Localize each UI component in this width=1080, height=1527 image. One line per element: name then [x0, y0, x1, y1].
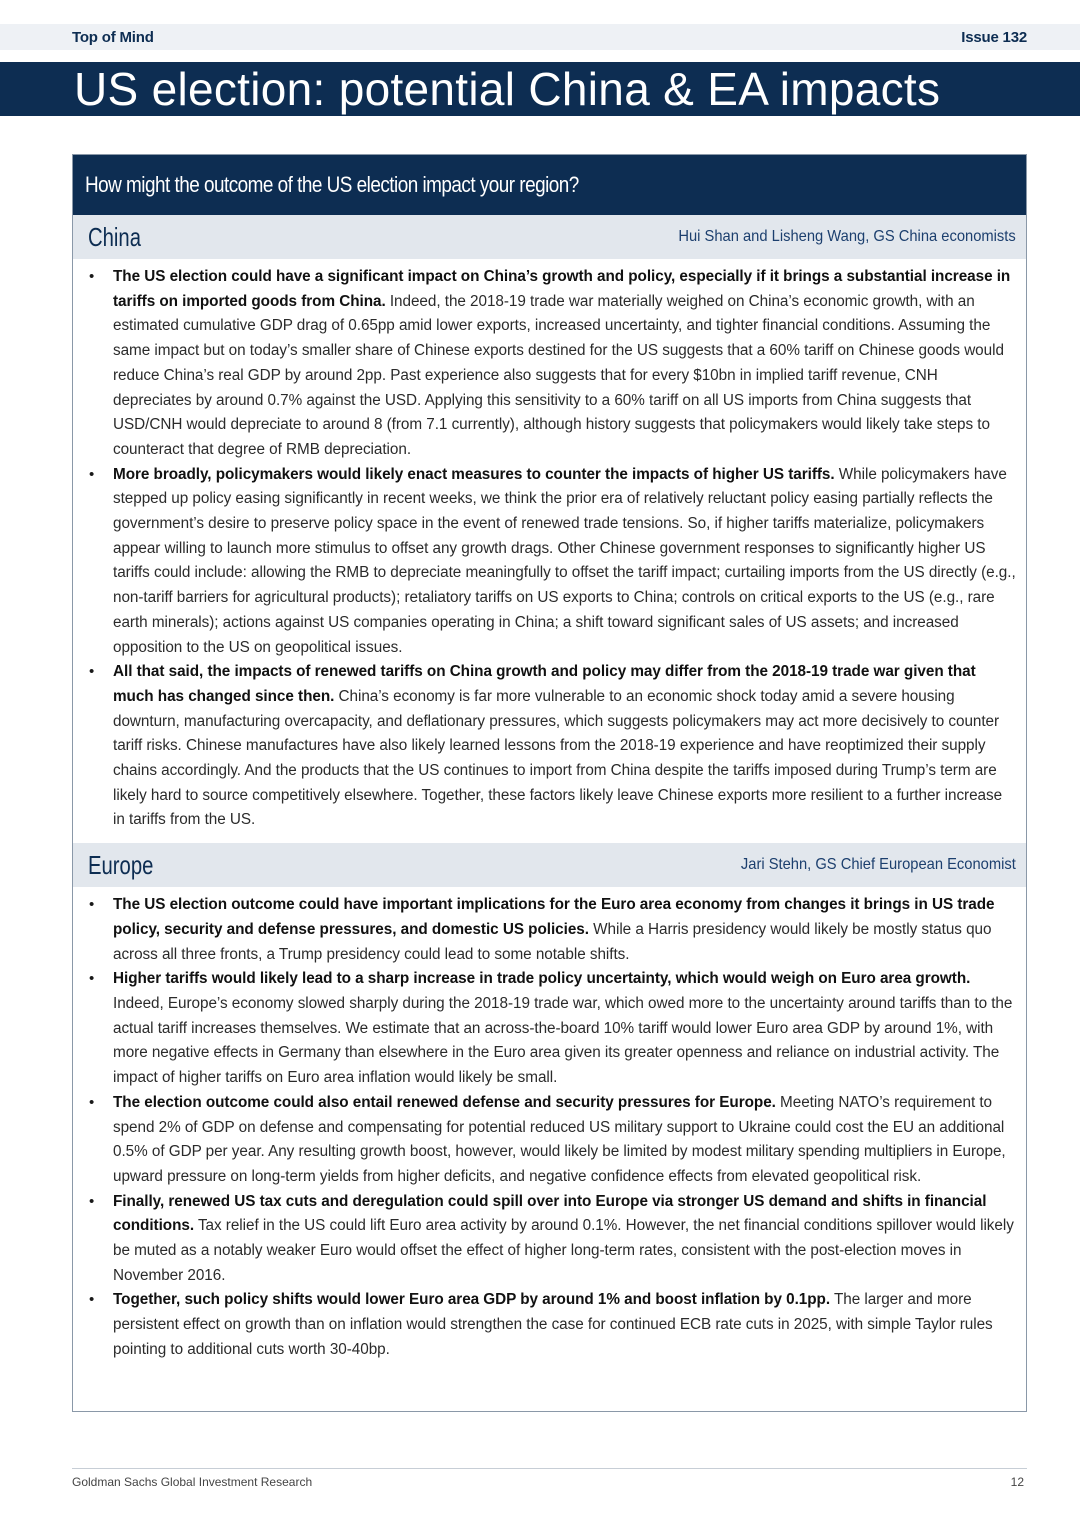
bullet-lead: The US election outcome could have important implications for the Euro area economy from changes it brings in US trade policy, security and defense pressures, and domestic US policies. [113, 896, 995, 938]
bullet-body: Indeed, Europe’s economy slowed sharply during the 2018-19 trade war, which owed more to the uncertainty around tariffs than to the actual tariff increases themselves. We estimate that an across-the-board 10% tariff would lower Euro area GDP by around 1%, with more negative effects in Germany than elsewhere in the Euro area given its greater openness and reliance on industrial activity. The impact of higher tariffs on Euro area inflation would likely be small. [113, 994, 1013, 1087]
bullet-lead: Finally, renewed US tax cuts and deregulation could spill over into Europe via stronger US demand and shifts in financial conditions. [113, 1192, 987, 1235]
bullet-lead: Together, such policy shifts would lower Euro area GDP by around 1% and boost inflation by 0.1pp. [113, 1291, 831, 1309]
box-header [73, 155, 1026, 215]
section-author: Hui Shan and Lisheng Wang, GS China economists [678, 228, 1016, 245]
bullet-lead: The election outcome could also entail renewed defense and security pressures for Europe. [113, 1093, 776, 1111]
bullet-body: Meeting NATO’s requirement to spend 2% of GDP on defense and compensating for potential reduced US military support to Ukraine could cost the EU an additional 0.5% of GDP per year. Any resulting growth boost, however, would likely be limited by modest military spending multipliers in Europe, upward pressure on long-term yields from higher deficits, and negative confidence effects from elevated geopolitical risk. [113, 1093, 1006, 1185]
publication-label: Top of Mind [72, 29, 154, 46]
bullet-list-europe [73, 887, 1026, 1372]
section-header-china [73, 215, 1026, 259]
issue-label: Issue 132 [961, 29, 1027, 46]
box-question: How might the outcome of the US election impact your region? [85, 172, 579, 197]
bullet-item [113, 1091, 1016, 1190]
bullet-item [113, 660, 1016, 833]
bullet-list-china [73, 259, 1026, 843]
section-title: China [88, 222, 141, 252]
bullet-item [113, 1190, 1016, 1289]
region-impact-box [72, 154, 1027, 1412]
bullet-lead: Higher tariffs would likely lead to a sharp increase in trade policy uncertainty, which would weigh on Euro area growth. [113, 970, 971, 988]
bullet-body: China’s economy is far more vulnerable to an economic shock today amid a severe housing downturn, manufacturing overcapacity, and deflationary pressures, which suggests policymakers may act more decisively to counter tariff risks. Chinese manufactures have also likely learned lessons from the 2018-19 experience and have reoptimized their supply chains accordingly. And the products that the US continues to import from China despite the tariffs imposed during Trump’s term are likely hard to source competitively elsewhere. Together, these factors likely leave Chinese exports more resilient to a further increase in tariffs from the US. [113, 687, 1003, 829]
bullet-lead: More broadly, policymakers would likely enact measures to counter the impacts of higher US tariffs. [113, 465, 835, 483]
footer-divider [72, 1468, 1027, 1469]
bullet-item [113, 893, 1016, 967]
bullet-item [113, 463, 1016, 661]
footer-source: Goldman Sachs Global Investment Research [72, 1475, 313, 1489]
bullet-item [113, 967, 1016, 1091]
top-bar [0, 24, 1080, 50]
section-title: Europe [88, 850, 154, 881]
bullet-lead: The US election could have a significant impact on China’s growth and policy, especially if it brings a substantial increase in tariffs on imported goods from China. [113, 268, 1011, 310]
section-author: Jari Stehn, GS Chief European Economist [741, 856, 1016, 874]
bullet-body: Indeed, the 2018-19 trade war materially weighed on China’s economic growth, with an estimated cumulative GDP drag of 0.65pp amid lower exports, increased uncertainty, and tighter financial conditions. Assuming the same impact but on today’s smaller share of Chinese exports destined for the US suggests that a 60% tariff on Chinese goods would reduce China’s real GDP by around 2pp. Past experience also suggests that for every $10bn in implied tariff revenue, CNH depreciates by around 0.7% against the USD. Applying this sensitivity to a 60% tariff on all US imports from China suggests that USD/CNH would depreciate to around 8 (from 7.1 currently), although history suggests that policymakers would likely take steps to counteract that degree of RMB depreciation. [113, 292, 1004, 458]
title-bar [0, 62, 1080, 116]
bullet-item [113, 1288, 1016, 1362]
bullet-body: While policymakers have stepped up policy easing significantly in recent weeks, we think the prior era of relatively reluctant policy easing partially reflects the government’s desire to preserve policy space in the event of renewed trade tensions. So, if higher tariffs materialize, policymakers appear willing to launch more stimulus to offset any growth drags. Other Chinese government responses to significantly higher US tariffs could include: allowing the RMB to depreciate meaningfully to offset the tariff impact; curtailing imports from the US directly (e.g., non-tariff barriers for agricultural products); retaliatory tariffs on US exports to China; controls on critical exports to the US (e.g., rare earth minerals); actions against US companies operating in China; a shift toward significant sales of US assets; and increased opposition to the US on geopolitical issues. [113, 465, 1016, 656]
bullet-body: While a Harris presidency would likely be mostly status quo across all three fronts, a Trump presidency could lead to some notable shifts. [113, 920, 992, 963]
bullet-body: The larger and more persistent effect on growth than on inflation would strengthen the case for continued ECB rate cuts in 2025, with simple Taylor rules pointing to additional cuts worth 30-40bp. [113, 1291, 993, 1358]
bullet-lead: All that said, the impacts of renewed tariffs on China growth and policy may differ from the 2018-19 trade war given that much has changed since then. [113, 663, 976, 705]
page-title: US election: potential China & EA impacts [74, 63, 941, 115]
section-header-europe [73, 843, 1026, 887]
bullet-item [113, 265, 1016, 463]
page-number: 12 [1010, 1475, 1024, 1489]
bullet-body: Tax relief in the US could lift Euro area activity by around 0.1%. However, the net financial conditions spillover would likely be muted as a notably weaker Euro would offset the effect of higher long-term rates, consistent with the post-election moves in November 2016. [113, 1217, 1014, 1284]
